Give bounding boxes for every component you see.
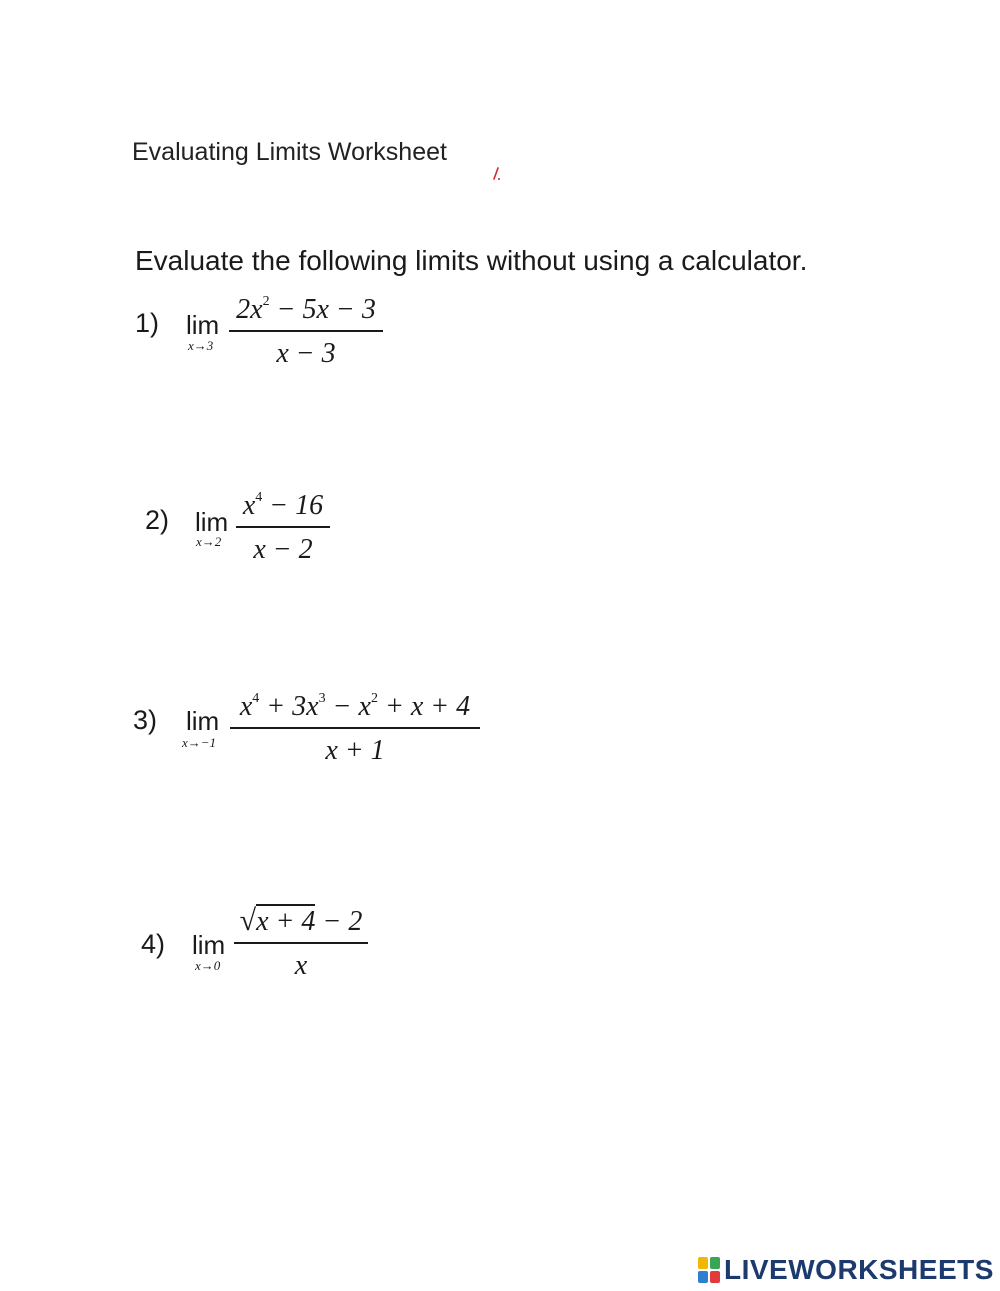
lim-operator: lim xyxy=(192,930,226,960)
red-pen-mark-icon xyxy=(492,167,502,181)
liveworksheets-logo xyxy=(698,1254,994,1286)
radicand: x + 4 xyxy=(256,906,316,937)
fraction xyxy=(234,904,368,982)
problem-number: 1) xyxy=(135,308,160,338)
square-root-icon: √ xyxy=(239,904,257,937)
lim-operator: lim xyxy=(195,507,229,537)
fraction-bar xyxy=(230,727,480,729)
problem-number: 2) xyxy=(145,505,170,535)
fraction xyxy=(236,482,330,566)
lim-subscript: x→2 xyxy=(196,534,222,549)
fraction-bar xyxy=(234,942,368,944)
denominator: x − 3 xyxy=(276,338,336,369)
lim-subscript: x→3 xyxy=(188,338,214,353)
fraction xyxy=(229,286,383,370)
liveworksheets-logo-icon xyxy=(698,1257,720,1283)
problem-number: 4) xyxy=(141,929,166,959)
logo-text: LIVEWORKSHEETS xyxy=(724,1254,994,1285)
lim-subscript: x→0 xyxy=(195,958,221,973)
denominator: x + 1 xyxy=(325,735,385,766)
denominator: x − 2 xyxy=(253,534,313,565)
fraction-bar xyxy=(229,330,383,332)
numerator: $x^4 + 3x^3 - x^2 + x + 4$ xyxy=(239,691,471,722)
numerator: $2x^2 - 5x - 3$ xyxy=(236,294,376,325)
worksheet-title: Evaluating Limits Worksheet xyxy=(132,138,447,166)
problem-number: 3) xyxy=(133,705,158,735)
fraction-bar xyxy=(236,526,330,528)
denominator: x xyxy=(294,950,308,981)
lim-operator: lim xyxy=(186,310,220,340)
numerator: $x^4 - 16$ xyxy=(242,490,324,521)
lim-subscript: x→−1 xyxy=(182,735,217,750)
numerator: √x + 4 − 2 xyxy=(239,904,363,937)
lim-operator: lim xyxy=(186,706,220,736)
instructions: Evaluate the following limits without using a calculator. xyxy=(135,245,808,276)
fraction xyxy=(230,683,480,767)
